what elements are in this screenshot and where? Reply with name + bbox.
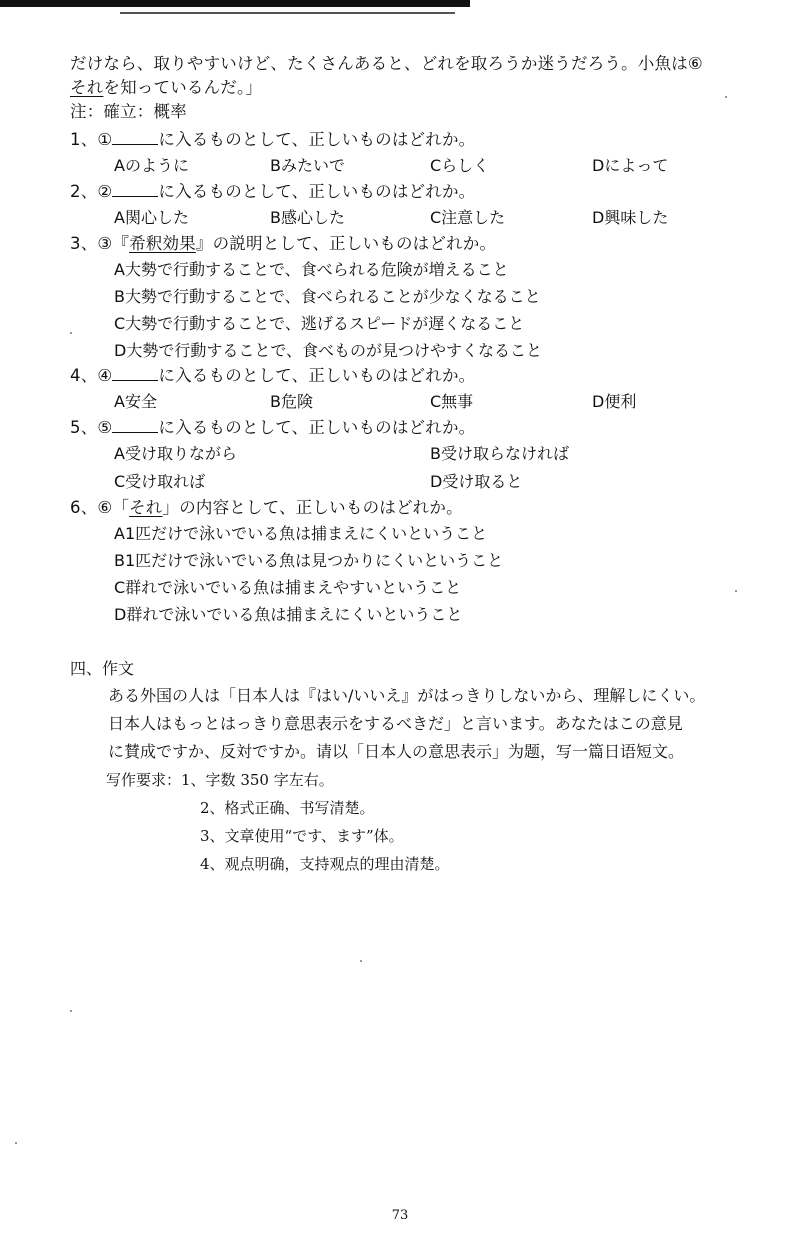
scan-edge-line (120, 12, 455, 14)
option-d[interactable]: D受け取ると (430, 472, 523, 491)
passage-text: を知っているんだ。」 (103, 78, 263, 97)
question-number: 2、② (70, 182, 113, 201)
option-c[interactable]: C群れで泳いでいる魚は捕まえやすいということ (114, 578, 462, 597)
question-text: に入るものとして、正しいものはどれか。 (158, 418, 476, 437)
scan-speck (725, 96, 727, 98)
question-4 (70, 364, 770, 388)
options-row (70, 468, 770, 496)
scan-edge-bar (0, 0, 470, 7)
option-c[interactable]: C注意した (430, 208, 506, 227)
scan-speck (360, 960, 362, 962)
option-b[interactable]: B大勢で行動することで、食べられることが少なくなること (114, 287, 541, 306)
answer-blank (112, 418, 158, 433)
question-number: 3、③『 (70, 234, 130, 253)
requirement-item: 1、字数 350 字左右。 (181, 771, 334, 789)
question-text: 』の説明として、正しいものはどれか。 (195, 234, 497, 253)
passage-line (70, 76, 770, 100)
passage-line: だけなら、取りやすいけど、たくさんあると、どれを取ろうか迷うだろう。小魚は⑥ (70, 54, 703, 73)
option-d[interactable]: D興味した (592, 208, 669, 227)
options-row (70, 152, 770, 180)
question-6 (70, 496, 770, 520)
question-text: 」の内容として、正しいものはどれか。 (162, 498, 463, 517)
option-d[interactable]: D便利 (592, 392, 637, 411)
exam-page (70, 52, 770, 878)
options-row (70, 440, 770, 468)
essay-prompt-line: ある外国の人は「日本人は『はい/いいえ』がはっきりしないから、理解しにくい。 (108, 686, 706, 705)
question-number: 5、⑤ (70, 418, 113, 437)
option-a[interactable]: A関心した (114, 208, 189, 227)
option-d[interactable]: Dによって (592, 156, 669, 175)
question-number: 6、⑥「 (70, 498, 130, 517)
option-a[interactable]: A大勢で行動することで、食べられる危険が増えること (114, 260, 509, 279)
requirement-item: 3、文章使用“です、ます”体。 (200, 827, 404, 845)
scan-speck (70, 332, 72, 334)
options-row (70, 388, 770, 416)
requirement-item: 2、格式正确、书写清楚。 (200, 799, 375, 817)
requirement-item: 4、观点明确，支持观点的理由清楚。 (200, 855, 450, 873)
option-b[interactable]: B受け取らなければ (430, 444, 569, 463)
option-d[interactable]: D大勢で行動することで、食べものが見つけやすくなること (114, 341, 543, 360)
essay-prompt-line: に賛成ですか、反対ですか。请以「日本人の意思表示」为题，写一篇日语短文。 (108, 742, 685, 761)
option-a[interactable]: A受け取りながら (114, 444, 237, 463)
underlined-word: それ (70, 78, 104, 97)
option-c[interactable]: C無事 (430, 392, 474, 411)
requirements-label: 写作要求： (106, 771, 182, 789)
option-a[interactable]: A安全 (114, 392, 157, 411)
question-2 (70, 180, 770, 204)
option-c[interactable]: C大勢で行動することで、逃げるスピードが遅くなること (114, 314, 525, 333)
question-number: 4、④ (70, 366, 113, 385)
question-1 (70, 128, 770, 152)
question-5 (70, 416, 770, 440)
section-heading: 四、作文 (70, 659, 135, 678)
option-c[interactable]: Cらしく (430, 156, 490, 175)
question-text: に入るものとして、正しいものはどれか。 (158, 130, 476, 149)
underlined-term: 希釈効果 (129, 234, 196, 253)
underlined-word: それ (129, 498, 163, 517)
page-number: 73 (391, 1208, 409, 1223)
question-3 (70, 232, 770, 256)
option-b[interactable]: Bみたいで (270, 156, 345, 175)
question-text: に入るものとして、正しいものはどれか。 (158, 182, 476, 201)
option-a[interactable]: Aのように (114, 156, 189, 175)
scan-speck (70, 1010, 72, 1012)
requirement-line (70, 766, 770, 794)
options-row (70, 204, 770, 232)
option-b[interactable]: B1匹だけで泳いでいる魚は見つかりにくいということ (114, 551, 504, 570)
option-d[interactable]: D群れで泳いでいる魚は捕まえにくいということ (114, 605, 463, 624)
note: 注：確立：概率 (70, 102, 187, 121)
essay-prompt-line: 日本人はもっとはっきり意思表示をするべきだ」と言います。あなたはこの意見 (108, 714, 683, 733)
answer-blank (112, 366, 158, 381)
option-a[interactable]: A1匹だけで泳いでいる魚は捕まえにくいということ (114, 524, 488, 543)
option-c[interactable]: C受け取れば (114, 472, 206, 491)
scan-speck (15, 1142, 17, 1144)
option-b[interactable]: B危険 (270, 392, 313, 411)
answer-blank (112, 130, 158, 145)
scan-speck (735, 590, 737, 592)
question-text: に入るものとして、正しいものはどれか。 (158, 366, 476, 385)
answer-blank (112, 182, 158, 197)
option-b[interactable]: B感心した (270, 208, 345, 227)
question-number: 1、① (70, 130, 113, 149)
